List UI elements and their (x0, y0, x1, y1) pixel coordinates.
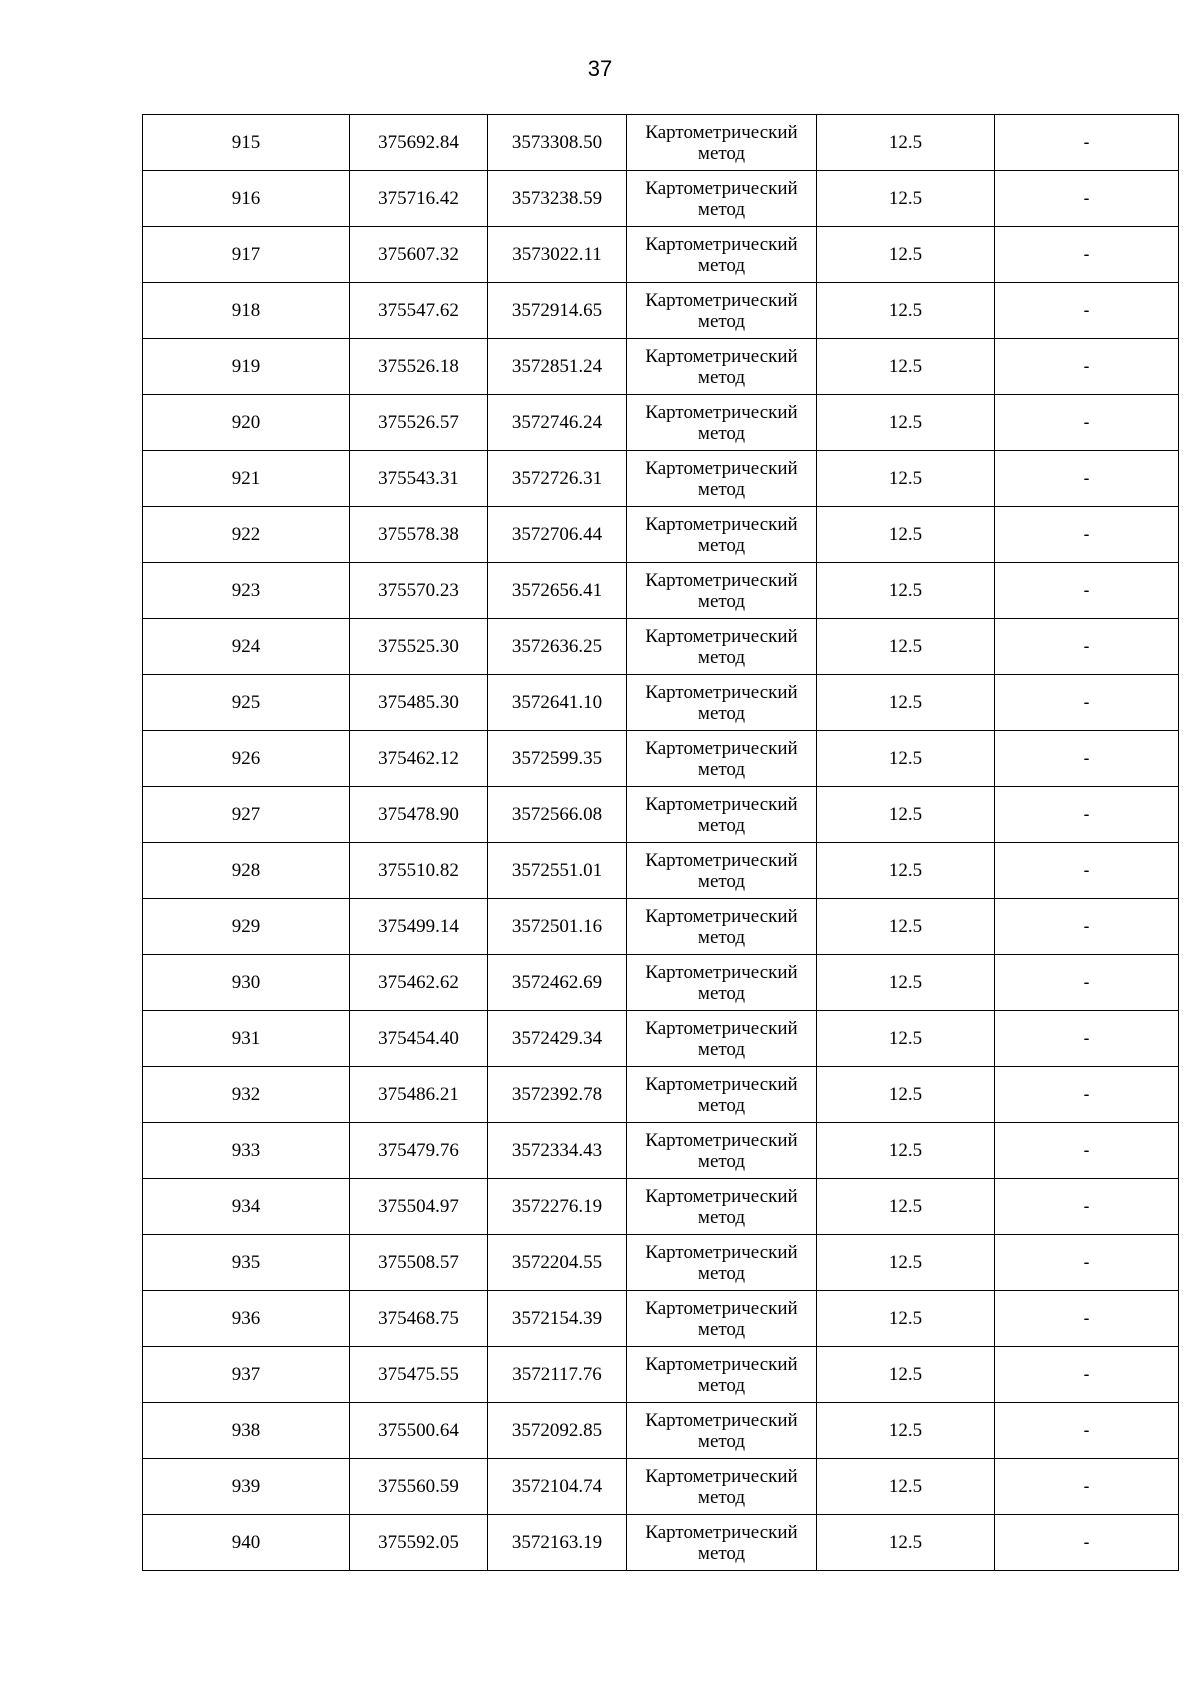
accuracy-cell: 12.5 (817, 731, 995, 787)
method-line-1: Картометрический (645, 401, 798, 423)
y-coordinate-cell: 3573022.11 (488, 227, 627, 283)
note-cell: - (995, 171, 1179, 227)
table-row (143, 283, 1179, 339)
point-number-cell: 930 (143, 955, 350, 1011)
accuracy-cell: 12.5 (817, 1291, 995, 1347)
x-coordinate-cell: 375504.97 (350, 1179, 488, 1235)
y-coordinate-cell: 3572636.25 (488, 619, 627, 675)
method-line-2: метод (697, 422, 746, 444)
method-line-1: Картометрический (645, 233, 798, 255)
table-row (143, 619, 1179, 675)
coordinates-table (142, 114, 1179, 1571)
page-number: 37 (587, 56, 613, 81)
point-number-cell: 922 (143, 507, 350, 563)
point-number-cell: 925 (143, 675, 350, 731)
y-coordinate-cell: 3572656.41 (488, 563, 627, 619)
method-line-1: Картометрический (645, 793, 798, 815)
method-cell (627, 619, 817, 675)
accuracy-cell: 12.5 (817, 787, 995, 843)
method-line-1: Картометрический (645, 345, 798, 367)
y-coordinate-cell: 3572392.78 (488, 1067, 627, 1123)
table-row (143, 227, 1179, 283)
method-cell (627, 675, 817, 731)
table-row (143, 731, 1179, 787)
method-cell (627, 1403, 817, 1459)
x-coordinate-cell: 375692.84 (350, 115, 488, 171)
method-line-2: метод (697, 142, 746, 164)
method-line-2: метод (697, 534, 746, 556)
note-cell: - (995, 227, 1179, 283)
accuracy-cell: 12.5 (817, 283, 995, 339)
y-coordinate-cell: 3572163.19 (488, 1515, 627, 1571)
accuracy-cell: 12.5 (817, 451, 995, 507)
note-cell: - (995, 451, 1179, 507)
note-cell: - (995, 731, 1179, 787)
method-line-1: Картометрический (645, 737, 798, 759)
method-line-1: Картометрический (645, 1129, 798, 1151)
table-row (143, 1515, 1179, 1571)
table-row (143, 1403, 1179, 1459)
method-cell (627, 115, 817, 171)
table-row (143, 1011, 1179, 1067)
point-number-cell: 939 (143, 1459, 350, 1515)
method-line-2: метод (697, 310, 746, 332)
y-coordinate-cell: 3572104.74 (488, 1459, 627, 1515)
note-cell: - (995, 1347, 1179, 1403)
y-coordinate-cell: 3572276.19 (488, 1179, 627, 1235)
note-cell: - (995, 507, 1179, 563)
y-coordinate-cell: 3572726.31 (488, 451, 627, 507)
method-line-1: Картометрический (645, 121, 798, 143)
accuracy-cell: 12.5 (817, 115, 995, 171)
method-line-2: метод (697, 926, 746, 948)
y-coordinate-cell: 3572641.10 (488, 675, 627, 731)
note-cell: - (995, 1067, 1179, 1123)
method-line-1: Картометрический (645, 513, 798, 535)
y-coordinate-cell: 3572599.35 (488, 731, 627, 787)
method-line-2: метод (697, 1542, 746, 1564)
method-line-1: Картометрический (645, 681, 798, 703)
accuracy-cell: 12.5 (817, 843, 995, 899)
table-body (143, 115, 1179, 1571)
method-cell (627, 227, 817, 283)
method-line-1: Картометрический (645, 1353, 798, 1375)
point-number-cell: 921 (143, 451, 350, 507)
x-coordinate-cell: 375485.30 (350, 675, 488, 731)
point-number-cell: 936 (143, 1291, 350, 1347)
note-cell: - (995, 395, 1179, 451)
point-number-cell: 916 (143, 171, 350, 227)
point-number-cell: 938 (143, 1403, 350, 1459)
accuracy-cell: 12.5 (817, 227, 995, 283)
method-line-2: метод (697, 1094, 746, 1116)
note-cell: - (995, 1459, 1179, 1515)
method-line-2: метод (697, 1486, 746, 1508)
table-row (143, 1123, 1179, 1179)
accuracy-cell: 12.5 (817, 1067, 995, 1123)
table-row (143, 955, 1179, 1011)
x-coordinate-cell: 375499.14 (350, 899, 488, 955)
y-coordinate-cell: 3572204.55 (488, 1235, 627, 1291)
note-cell: - (995, 843, 1179, 899)
table-row (143, 339, 1179, 395)
y-coordinate-cell: 3572117.76 (488, 1347, 627, 1403)
point-number-cell: 928 (143, 843, 350, 899)
accuracy-cell: 12.5 (817, 1515, 995, 1571)
method-line-1: Картометрический (645, 1241, 798, 1263)
method-line-2: метод (697, 366, 746, 388)
x-coordinate-cell: 375570.23 (350, 563, 488, 619)
method-line-1: Картометрический (645, 961, 798, 983)
method-line-2: метод (697, 1038, 746, 1060)
x-coordinate-cell: 375525.30 (350, 619, 488, 675)
y-coordinate-cell: 3572914.65 (488, 283, 627, 339)
accuracy-cell: 12.5 (817, 395, 995, 451)
table-row (143, 563, 1179, 619)
method-cell (627, 1459, 817, 1515)
point-number-cell: 926 (143, 731, 350, 787)
y-coordinate-cell: 3573238.59 (488, 171, 627, 227)
x-coordinate-cell: 375510.82 (350, 843, 488, 899)
note-cell: - (995, 563, 1179, 619)
point-number-cell: 931 (143, 1011, 350, 1067)
method-cell (627, 955, 817, 1011)
x-coordinate-cell: 375475.55 (350, 1347, 488, 1403)
method-cell (627, 1291, 817, 1347)
point-number-cell: 917 (143, 227, 350, 283)
method-line-2: метод (697, 870, 746, 892)
note-cell: - (995, 1235, 1179, 1291)
table-row (143, 451, 1179, 507)
y-coordinate-cell: 3572334.43 (488, 1123, 627, 1179)
accuracy-cell: 12.5 (817, 1123, 995, 1179)
note-cell: - (995, 339, 1179, 395)
x-coordinate-cell: 375478.90 (350, 787, 488, 843)
table-row (143, 787, 1179, 843)
table-row (143, 115, 1179, 171)
method-cell (627, 731, 817, 787)
accuracy-cell: 12.5 (817, 619, 995, 675)
y-coordinate-cell: 3572706.44 (488, 507, 627, 563)
point-number-cell: 932 (143, 1067, 350, 1123)
accuracy-cell: 12.5 (817, 339, 995, 395)
table-row (143, 899, 1179, 955)
note-cell: - (995, 115, 1179, 171)
x-coordinate-cell: 375462.62 (350, 955, 488, 1011)
x-coordinate-cell: 375578.38 (350, 507, 488, 563)
y-coordinate-cell: 3572092.85 (488, 1403, 627, 1459)
x-coordinate-cell: 375508.57 (350, 1235, 488, 1291)
x-coordinate-cell: 375479.76 (350, 1123, 488, 1179)
method-line-2: метод (697, 1150, 746, 1172)
x-coordinate-cell: 375526.18 (350, 339, 488, 395)
table-row (143, 843, 1179, 899)
y-coordinate-cell: 3573308.50 (488, 115, 627, 171)
accuracy-cell: 12.5 (817, 1347, 995, 1403)
method-line-2: метод (697, 1262, 746, 1284)
method-line-2: метод (697, 702, 746, 724)
note-cell: - (995, 283, 1179, 339)
table-row (143, 1459, 1179, 1515)
method-line-1: Картометрический (645, 569, 798, 591)
x-coordinate-cell: 375592.05 (350, 1515, 488, 1571)
x-coordinate-cell: 375716.42 (350, 171, 488, 227)
method-line-1: Картометрический (645, 849, 798, 871)
x-coordinate-cell: 375486.21 (350, 1067, 488, 1123)
table-row (143, 1179, 1179, 1235)
y-coordinate-cell: 3572551.01 (488, 843, 627, 899)
accuracy-cell: 12.5 (817, 1235, 995, 1291)
method-line-1: Картометрический (645, 1017, 798, 1039)
point-number-cell: 934 (143, 1179, 350, 1235)
method-line-1: Картометрический (645, 625, 798, 647)
table-row (143, 171, 1179, 227)
accuracy-cell: 12.5 (817, 675, 995, 731)
method-line-1: Картометрический (645, 1521, 798, 1543)
x-coordinate-cell: 375454.40 (350, 1011, 488, 1067)
x-coordinate-cell: 375500.64 (350, 1403, 488, 1459)
note-cell: - (995, 899, 1179, 955)
method-cell (627, 1515, 817, 1571)
point-number-cell: 940 (143, 1515, 350, 1571)
method-line-2: метод (697, 982, 746, 1004)
method-cell (627, 1123, 817, 1179)
x-coordinate-cell: 375462.12 (350, 731, 488, 787)
y-coordinate-cell: 3572154.39 (488, 1291, 627, 1347)
x-coordinate-cell: 375526.57 (350, 395, 488, 451)
method-cell (627, 451, 817, 507)
point-number-cell: 920 (143, 395, 350, 451)
method-line-2: метод (697, 1430, 746, 1452)
method-cell (627, 395, 817, 451)
table-row (143, 395, 1179, 451)
y-coordinate-cell: 3572566.08 (488, 787, 627, 843)
method-line-2: метод (697, 198, 746, 220)
method-line-1: Картометрический (645, 905, 798, 927)
method-cell (627, 787, 817, 843)
method-line-2: метод (697, 590, 746, 612)
note-cell: - (995, 1291, 1179, 1347)
method-cell (627, 1347, 817, 1403)
method-cell (627, 283, 817, 339)
method-line-2: метод (697, 254, 746, 276)
point-number-cell: 929 (143, 899, 350, 955)
method-line-2: метод (697, 1374, 746, 1396)
point-number-cell: 923 (143, 563, 350, 619)
accuracy-cell: 12.5 (817, 899, 995, 955)
method-cell (627, 171, 817, 227)
method-line-1: Картометрический (645, 1185, 798, 1207)
method-line-1: Картометрический (645, 1465, 798, 1487)
accuracy-cell: 12.5 (817, 955, 995, 1011)
point-number-cell: 918 (143, 283, 350, 339)
accuracy-cell: 12.5 (817, 1179, 995, 1235)
x-coordinate-cell: 375468.75 (350, 1291, 488, 1347)
y-coordinate-cell: 3572851.24 (488, 339, 627, 395)
y-coordinate-cell: 3572501.16 (488, 899, 627, 955)
method-line-2: метод (697, 646, 746, 668)
note-cell: - (995, 787, 1179, 843)
point-number-cell: 937 (143, 1347, 350, 1403)
table-row (143, 1235, 1179, 1291)
note-cell: - (995, 619, 1179, 675)
method-line-1: Картометрический (645, 457, 798, 479)
accuracy-cell: 12.5 (817, 1459, 995, 1515)
method-cell (627, 507, 817, 563)
note-cell: - (995, 1011, 1179, 1067)
method-cell (627, 563, 817, 619)
note-cell: - (995, 1123, 1179, 1179)
note-cell: - (995, 675, 1179, 731)
accuracy-cell: 12.5 (817, 507, 995, 563)
point-number-cell: 935 (143, 1235, 350, 1291)
point-number-cell: 919 (143, 339, 350, 395)
table-row (143, 1067, 1179, 1123)
y-coordinate-cell: 3572429.34 (488, 1011, 627, 1067)
method-cell (627, 843, 817, 899)
method-line-2: метод (697, 1318, 746, 1340)
note-cell: - (995, 1179, 1179, 1235)
note-cell: - (995, 955, 1179, 1011)
y-coordinate-cell: 3572746.24 (488, 395, 627, 451)
accuracy-cell: 12.5 (817, 1403, 995, 1459)
table-row (143, 1347, 1179, 1403)
x-coordinate-cell: 375607.32 (350, 227, 488, 283)
method-cell (627, 1011, 817, 1067)
method-line-2: метод (697, 758, 746, 780)
method-cell (627, 899, 817, 955)
method-cell (627, 339, 817, 395)
point-number-cell: 927 (143, 787, 350, 843)
method-cell (627, 1179, 817, 1235)
accuracy-cell: 12.5 (817, 171, 995, 227)
note-cell: - (995, 1403, 1179, 1459)
method-line-1: Картометрический (645, 177, 798, 199)
table-row (143, 675, 1179, 731)
x-coordinate-cell: 375543.31 (350, 451, 488, 507)
point-number-cell: 915 (143, 115, 350, 171)
method-cell (627, 1067, 817, 1123)
point-number-cell: 924 (143, 619, 350, 675)
table-row (143, 507, 1179, 563)
note-cell: - (995, 1515, 1179, 1571)
method-line-1: Картометрический (645, 1297, 798, 1319)
x-coordinate-cell: 375560.59 (350, 1459, 488, 1515)
x-coordinate-cell: 375547.62 (350, 283, 488, 339)
method-line-2: метод (697, 814, 746, 836)
accuracy-cell: 12.5 (817, 563, 995, 619)
point-number-cell: 933 (143, 1123, 350, 1179)
method-line-2: метод (697, 1206, 746, 1228)
method-line-1: Картометрический (645, 289, 798, 311)
method-line-1: Картометрический (645, 1073, 798, 1095)
method-line-2: метод (697, 478, 746, 500)
method-line-1: Картометрический (645, 1409, 798, 1431)
accuracy-cell: 12.5 (817, 1011, 995, 1067)
method-cell (627, 1235, 817, 1291)
y-coordinate-cell: 3572462.69 (488, 955, 627, 1011)
table-row (143, 1291, 1179, 1347)
